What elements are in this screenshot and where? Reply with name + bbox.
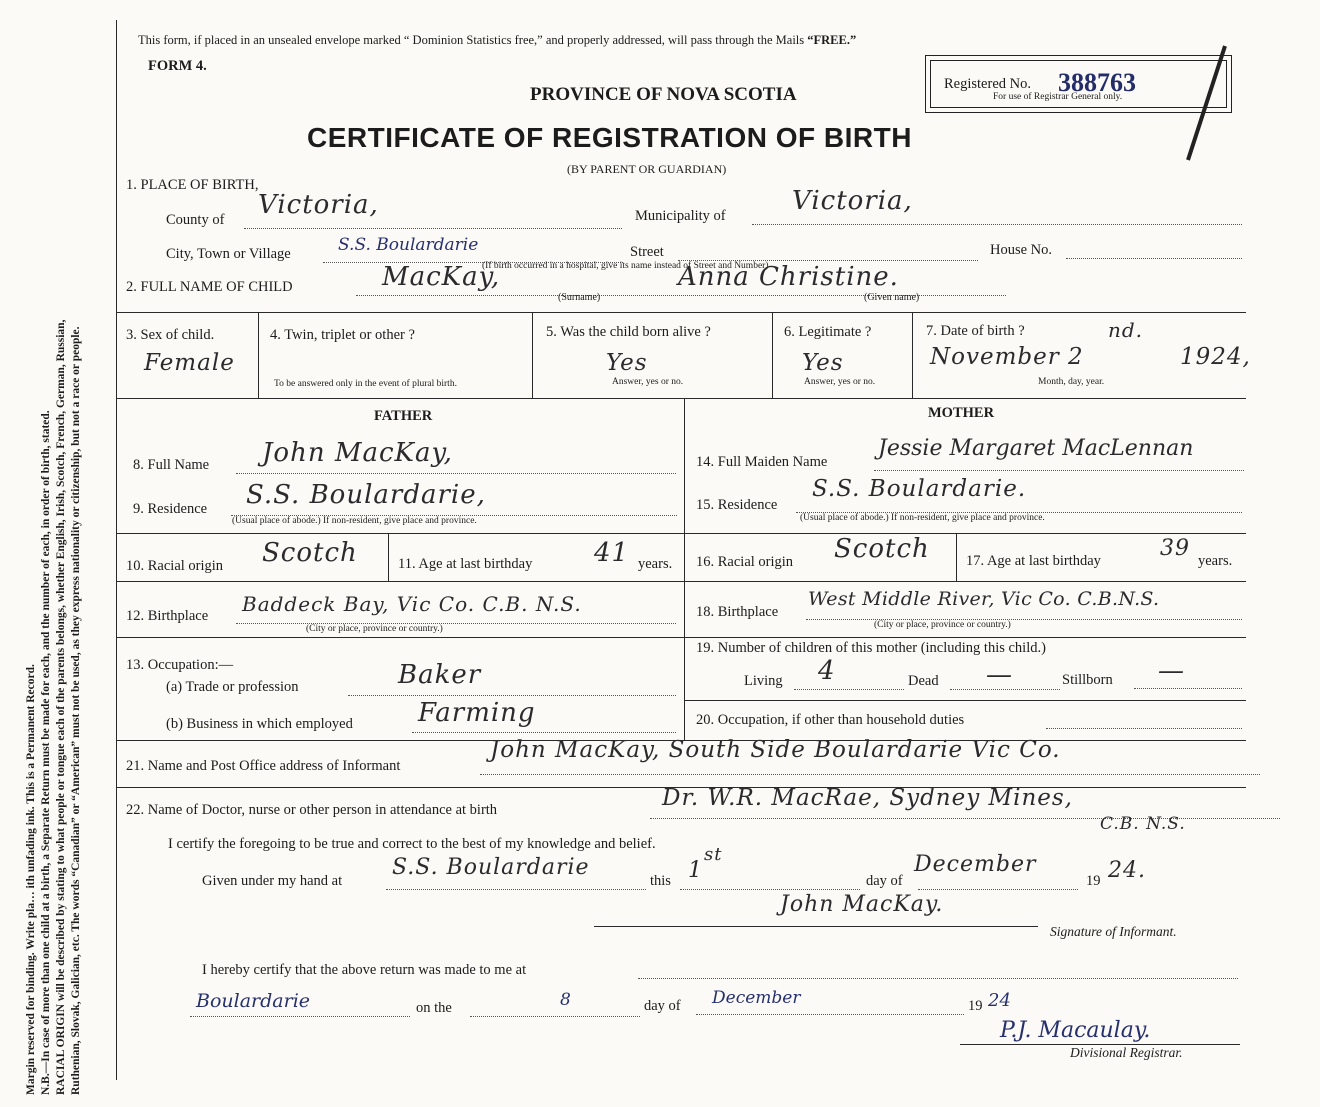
county-value: Victoria, (258, 190, 379, 220)
given-under-label: Given under my hand at (202, 873, 343, 889)
registrar-use-note: For use of Registrar General only. (993, 92, 1123, 102)
father-years: years. (638, 556, 673, 572)
father-trade: Baker (398, 660, 482, 690)
legitimate-value: Yes (802, 350, 844, 376)
father-age: 41 (594, 538, 630, 568)
mother-name: Jessie Margaret MacLennan (878, 436, 1194, 461)
father-birthplace: Baddeck Bay, Vic Co. C.B. N.S. (242, 592, 582, 616)
born-alive-label: 5. Was the child born alive ? (546, 324, 711, 340)
father-racial-label: 10. Racial origin (126, 558, 224, 574)
county-label: County of (166, 212, 225, 228)
dob-suffix: nd. (1108, 318, 1144, 342)
page-title: CERTIFICATE OF REGISTRATION OF BIRTH (307, 122, 912, 153)
dob-note: Month, day, year. (1038, 377, 1105, 387)
twin-note: To be answered only in the event of plural birth. (274, 379, 457, 389)
dob-year: 1924, (1180, 344, 1251, 370)
given-month: December (914, 852, 1037, 877)
living-label: Living (744, 673, 783, 689)
mother-residence-label: 15. Residence (696, 497, 778, 513)
father-business: Farming (418, 698, 536, 728)
form-left-border (116, 20, 117, 1080)
father-age-label: 11. Age at last birthday (398, 556, 533, 572)
mother-birthplace-note: (City or place, province or country.) (874, 620, 1011, 630)
registrar-signature: P.J. Macaulay. (1000, 1018, 1151, 1043)
check-mark-stroke (1170, 40, 1240, 170)
child-surname: MacKay, (382, 262, 501, 292)
stillborn-value: — (1158, 656, 1185, 686)
given-year-prefix: 19 (1086, 873, 1101, 889)
margin-note-racial-origin: RACIAL ORIGIN will be described by stating to what people or tongue each of the parents belongs, whether English, Irish, Scotch, French, German, Russian, (55, 319, 67, 1095)
father-business-label: (b) Business in which employed (166, 716, 353, 732)
mother-birthplace-label: 18. Birthplace (696, 604, 779, 620)
born-alive-value: Yes (606, 350, 648, 376)
father-birthplace-note: (City or place, province or country.) (306, 624, 443, 634)
certification-statement: I certify the foregoing to be true and correct to the best of my knowledge and belief. (168, 836, 656, 852)
child-given-name: Anna Christine. (678, 262, 899, 292)
margin-notes (24, 15, 84, 1095)
dead-label: Dead (908, 673, 939, 689)
sex-value: Female (144, 350, 235, 376)
city-label: City, Town or Village (166, 246, 291, 262)
municipality-label: Municipality of (635, 208, 726, 224)
mother-birthplace: West Middle River, Vic Co. C.B.N.S. (808, 588, 1160, 610)
registrar-day-of-label: day of (644, 998, 681, 1014)
doctor-value-cont: C.B. N.S. (1100, 814, 1186, 834)
registrar-place: Boulardarie (196, 990, 311, 1012)
father-trade-label: (a) Trade or profession (166, 679, 299, 695)
day-of-label: day of (866, 873, 903, 889)
mother-name-label: 14. Full Maiden Name (696, 454, 828, 470)
father-residence: S.S. Boulardarie, (246, 480, 486, 510)
hospital-note: (If birth occurred in a hospital, give its name instead of Street and Number) (482, 261, 769, 271)
children-count-label: 19. Number of children of this mother (including this child.) (696, 640, 1046, 656)
father-name: John MacKay, (262, 438, 453, 468)
father-birthplace-label: 12. Birthplace (126, 608, 209, 624)
mother-residence-note: (Usual place of abode.) If non-resident, give place and province. (800, 513, 1045, 523)
given-place: S.S. Boulardarie (392, 855, 590, 880)
registrar-year: 24 (988, 990, 1011, 1011)
on-the-label: on the (416, 1000, 452, 1016)
living-value: 4 (818, 656, 836, 686)
mother-years: years. (1198, 553, 1233, 569)
child-name-label: 2. FULL NAME OF CHILD (126, 279, 293, 295)
given-day: 1 (688, 858, 703, 883)
dob-month-day: November 2 (930, 344, 1084, 370)
this-label: this (650, 873, 671, 889)
mail-notice-text: This form, if placed in an unsealed envelope marked “ Dominion Statistics free,” and properly addressed, will pass through the Mails (138, 33, 808, 47)
father-residence-label: 9. Residence (133, 501, 208, 517)
given-year: 24. (1108, 858, 1146, 883)
form-number: FORM 4. (148, 58, 207, 74)
registered-number: 388763 (1058, 68, 1136, 97)
mother-age: 39 (1160, 536, 1190, 561)
legitimate-label: 6. Legitimate ? (784, 324, 872, 340)
margin-note-binding: Margin reserved for binding. Write pla… ith unfading ink. This is a Permanent Record. (25, 664, 37, 1095)
father-racial: Scotch (262, 538, 358, 568)
date-of-birth-label: 7. Date of birth ? (926, 323, 1025, 339)
margin-note-multiple-birth: N.B.—In case of more than one child at a birth, a Separate Return must be made for each, and the number of each, in order of birth, stated. (40, 410, 52, 1095)
registered-label: Registered No. (944, 76, 1031, 92)
father-residence-note: (Usual place of abode.) If non-resident, give place and province. (232, 516, 477, 526)
twin-label: 4. Twin, triplet or other ? (270, 327, 415, 343)
registrar-statement: I hereby certify that the above return was made to me at (202, 962, 527, 978)
doctor-label: 22. Name of Doctor, nurse or other person in attendance at birth (126, 802, 498, 818)
given-day-suffix: st (704, 844, 723, 865)
street-label: Street (630, 244, 664, 260)
page-subtitle: (BY PARENT OR GUARDIAN) (567, 162, 727, 176)
registrar-day: 8 (560, 990, 571, 1010)
doctor-value: Dr. W.R. MacRae, Sydney Mines, (662, 785, 1073, 811)
city-value: S.S. Boulardarie (338, 235, 479, 255)
dead-value: — (986, 660, 1013, 690)
surname-note: (Surname) (558, 292, 601, 303)
stillborn-label: Stillborn (1062, 672, 1113, 688)
mother-heading: MOTHER (928, 405, 995, 421)
born-alive-note: Answer, yes or no. (612, 377, 684, 387)
father-occupation-label: 13. Occupation:— (126, 657, 234, 673)
informant-signature: John MacKay. (780, 892, 944, 917)
given-name-note: (Given name) (864, 292, 920, 303)
municipality-value: Victoria, (792, 186, 913, 216)
house-number-label: House No. (990, 242, 1053, 258)
registrar-year-prefix: 19 (968, 998, 983, 1014)
father-heading: FATHER (374, 408, 433, 424)
mother-residence: S.S. Boulardarie. (812, 476, 1027, 502)
divisional-registrar-label: Divisional Registrar. (1070, 1045, 1183, 1060)
signature-of-informant-label: Signature of Informant. (1050, 924, 1177, 939)
place-of-birth-label: 1. PLACE OF BIRTH, (126, 177, 259, 193)
mail-notice-free: “FREE.” (807, 33, 857, 47)
legitimate-note: Answer, yes or no. (804, 377, 876, 387)
registrar-month: December (712, 988, 801, 1008)
margin-note-racial-origin-cont: Ruthenian, Slovak, Galician, etc. The words “Canadian” or “American” must not be used, as they express nationality or citizenship, but not a race or people. (70, 326, 82, 1095)
province-heading: PROVINCE OF NOVA SCOTIA (530, 84, 797, 105)
sex-label: 3. Sex of child. (126, 327, 215, 343)
mother-racial: Scotch (834, 534, 930, 564)
father-name-label: 8. Full Name (133, 457, 210, 473)
informant-label: 21. Name and Post Office address of Informant (126, 758, 401, 774)
mail-notice (138, 33, 856, 48)
mother-occupation-label: 20. Occupation, if other than household duties (696, 712, 965, 728)
mother-age-label: 17. Age at last birthday (966, 553, 1101, 569)
informant-value: John MacKay, South Side Boulardarie Vic Co. (490, 737, 1061, 763)
mother-racial-label: 16. Racial origin (696, 554, 794, 570)
